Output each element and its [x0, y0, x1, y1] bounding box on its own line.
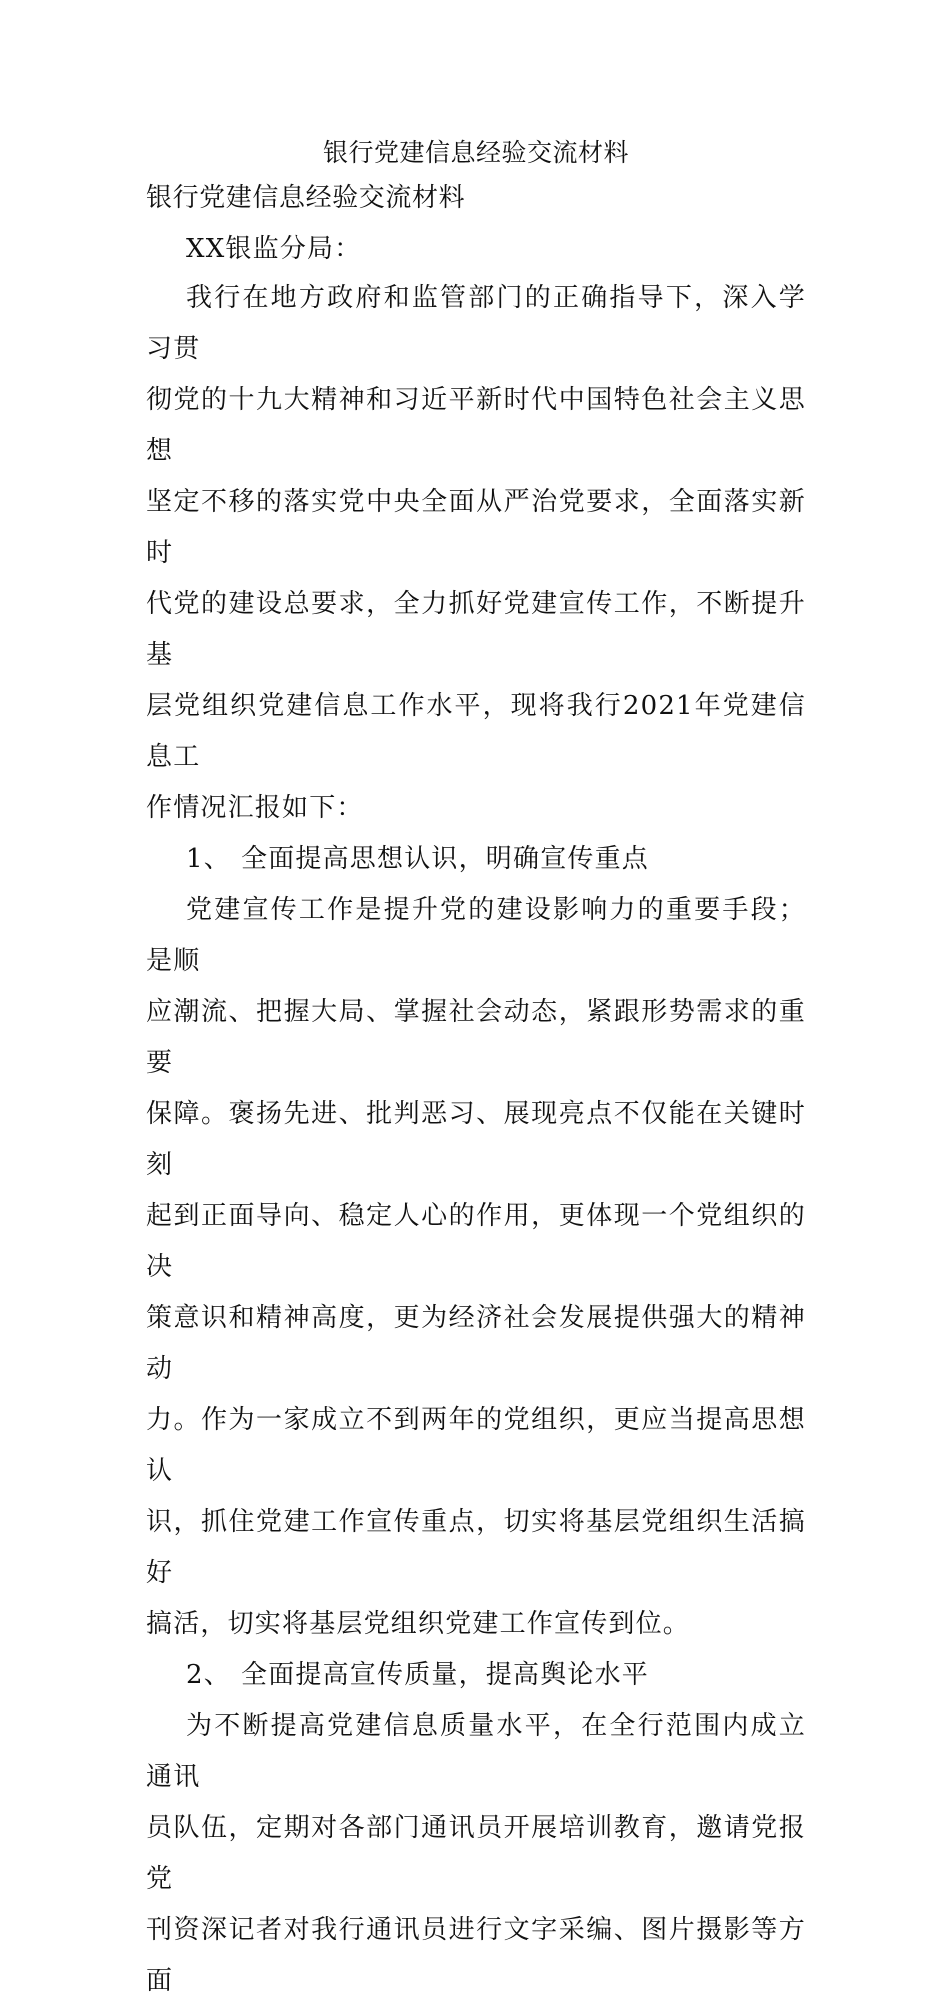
- section-heading-text: 全面提高宣传质量，提高舆论水平: [241, 1660, 650, 1690]
- intro-paragraph: [146, 273, 806, 834]
- document-body: [146, 130, 806, 2007]
- paragraph-line: 我行在地方政府和监管部门的正确指导下，深入学习贯: [146, 283, 806, 364]
- salutation: XX银监分局：: [186, 234, 362, 264]
- paragraph-line: 党建宣传工作是提升党的建设影响力的重要手段；是顺: [146, 895, 806, 976]
- paragraph-line: 力。作为一家成立不到两年的党组织，更应当提高思想认: [146, 1405, 806, 1486]
- paragraph-line: 彻党的十九大精神和习近平新时代中国特色社会主义思想: [146, 385, 806, 466]
- paragraph-line: 起到正面导向、稳定人心的作用，更体现一个党组织的决: [146, 1201, 806, 1282]
- paragraph-line: 代党的建设总要求，全力抓好党建宣传工作，不断提升基: [146, 589, 806, 670]
- paragraph-line: 搞活，切实将基层党组织党建工作宣传到位。: [146, 1609, 691, 1639]
- paragraph-line: 坚定不移的落实党中央全面从严治党要求，全面落实新时: [146, 487, 806, 568]
- paragraph-line: 员队伍，定期对各部门通讯员开展培训教育，邀请党报党: [146, 1813, 806, 1894]
- paragraph-line: 层党组织党建信息工作水平，现将我行2021年党建信息工: [146, 691, 806, 772]
- paragraph-line: 作情况汇报如下：: [146, 793, 364, 823]
- section1-paragraph: [146, 885, 806, 1650]
- section-heading-2: [146, 1650, 806, 1701]
- document-title: 银行党建信息经验交流材料: [322, 138, 629, 167]
- paragraph-line: 识，抓住党建工作宣传重点，切实将基层党组织生活搞好: [146, 1507, 806, 1588]
- section-heading-1: [146, 834, 806, 885]
- document-subtitle: 银行党建信息经验交流材料: [146, 183, 466, 213]
- section-heading-text: 全面提高思想认识，明确宣传重点: [241, 844, 650, 874]
- paragraph-line: 刊资深记者对我行通讯员进行文字采编、图片摄影等方面: [146, 1915, 806, 1996]
- paragraph-line: 保障。褒扬先进、批判恶习、展现亮点不仅能在关键时刻: [146, 1099, 806, 1180]
- paragraph-line: 应潮流、把握大局、掌握社会动态，紧跟形势需求的重要: [146, 997, 806, 1078]
- paragraph-line: 为不断提高党建信息质量水平，在全行范围内成立通讯: [146, 1711, 806, 1792]
- section-number: 1、: [186, 844, 231, 874]
- section2-paragraph: [146, 1701, 806, 2007]
- section-number: 2、: [186, 1660, 231, 1690]
- paragraph-line: 策意识和精神高度，更为经济社会发展提供强大的精神动: [146, 1303, 806, 1384]
